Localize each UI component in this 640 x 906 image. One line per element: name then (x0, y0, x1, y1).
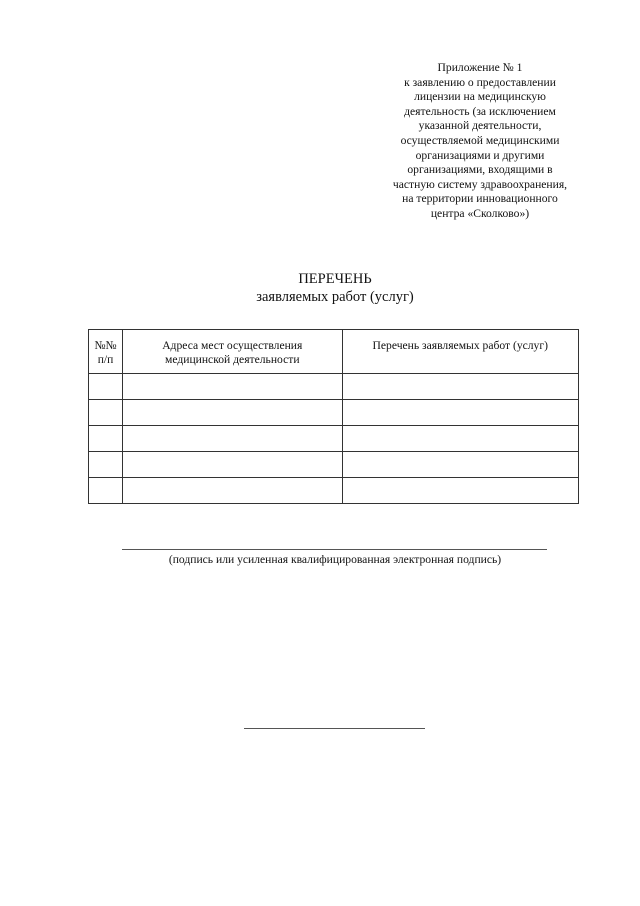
table-cell-number[interactable] (89, 400, 123, 426)
appendix-line: Приложение № 1 (437, 61, 523, 74)
table-row (89, 426, 579, 452)
title-sub: заявляемых работ (услуг) (256, 289, 414, 305)
appendix-line: лицензии на медицинскую (414, 90, 546, 104)
appendix-line: центра «Сколково») (430, 206, 530, 220)
header-addresses-line2: медицинской деятельности (165, 353, 300, 366)
header-number (89, 330, 123, 374)
table-cell-address[interactable] (123, 426, 342, 452)
table-header-row (89, 330, 579, 374)
works-table (88, 329, 579, 504)
document-title (200, 270, 470, 306)
table-cell-number[interactable] (89, 426, 123, 452)
appendix-line: указанной деятельности, (418, 119, 542, 133)
appendix-line: деятельность (за исключением (404, 104, 556, 118)
header-works-list-label: Перечень заявляемых работ (услуг) (372, 339, 548, 352)
header-works-list (342, 330, 579, 374)
table-cell-address[interactable] (123, 374, 342, 400)
table-row (89, 374, 579, 400)
date-line[interactable] (244, 728, 425, 729)
table-cell-address[interactable] (123, 400, 342, 426)
appendix-line: частную систему здравоохранения, (392, 177, 568, 191)
header-number-line1: №№ (94, 339, 117, 352)
table-cell-works[interactable] (342, 452, 579, 478)
signature-caption: (подпись или усиленная квалифицированная электронная подпись) (168, 553, 502, 566)
table-cell-works[interactable] (342, 426, 579, 452)
table-cell-number[interactable] (89, 478, 123, 504)
appendix-line: организациями, входящими в (407, 163, 553, 177)
appendix-note (378, 61, 582, 222)
appendix-line: к заявлению о предоставлении (404, 75, 556, 89)
appendix-line: на территории инновационного (402, 192, 558, 206)
header-addresses (123, 330, 342, 374)
table-cell-works[interactable] (342, 478, 579, 504)
table-cell-works[interactable] (342, 374, 579, 400)
table-cell-address[interactable] (123, 478, 342, 504)
table-cell-number[interactable] (89, 374, 123, 400)
header-number-line2: п/п (97, 353, 114, 366)
table-cell-address[interactable] (123, 452, 342, 478)
table-row (89, 478, 579, 504)
table-cell-works[interactable] (342, 400, 579, 426)
table-row (89, 400, 579, 426)
table-row (89, 452, 579, 478)
signature-line[interactable] (122, 549, 547, 550)
header-addresses-line1: Адреса мест осуществления (162, 339, 303, 352)
appendix-line: осуществляемой медицинскими (400, 133, 560, 147)
table-cell-number[interactable] (89, 452, 123, 478)
title-main: ПЕРЕЧЕНЬ (298, 271, 372, 287)
appendix-line: организациями и другими (415, 148, 545, 162)
